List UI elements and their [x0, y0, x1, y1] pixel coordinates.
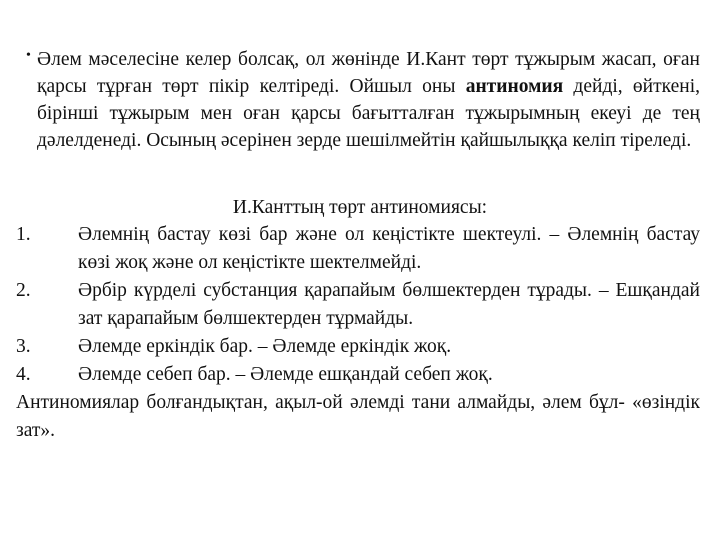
list-item-number: 2.: [16, 280, 31, 301]
list-item: [16, 277, 700, 333]
list-item-text: Әлемде еркіндік бар. – Әлемде еркіндік жоқ.: [78, 336, 452, 357]
intro-paragraph-text: [37, 46, 700, 154]
intro-text-start: Әлем мәселесіне келер болсақ, ол жөнінде И.Кант төрт тұжырым жасап, оған қарсы тұрған төрт пікір келтіреді. Ойшыл оны: [37, 49, 700, 97]
list-item: [16, 221, 700, 277]
list-item-text: Әлемде себеп бар. – Әлемде ешқандай себеп жоқ.: [78, 364, 493, 385]
intro-bold-term: антиномия: [465, 76, 564, 97]
list-item-number: 3.: [16, 336, 31, 357]
bullet-icon: •: [26, 48, 31, 63]
list-item-text: Әрбір күрделі субстанция қарапайым бөлшектерден тұрады. – Ешқандай зат қарапайым бөлшектерден тұрмайды.: [78, 280, 700, 329]
antinomies-list: [16, 221, 700, 389]
list-item-number: 1.: [16, 224, 31, 245]
list-item: [16, 361, 700, 389]
list-item-number: 4.: [16, 364, 31, 385]
antinomies-heading: И.Канттың төрт антиномиясы:: [232, 197, 488, 218]
list-item: [16, 333, 700, 361]
intro-paragraph: [20, 46, 700, 154]
intro-text-end: дейді, өйткені, бірінші тұжырым мен оған қарсы бағытталған тұжырымның екеуі де тең дәлелденеді. Осының әсерінен зерде шешілмейтін қайшылыққа келіп тіреледі.: [37, 76, 700, 151]
list-item-text: Әлемнің бастау көзі бар және ол кеңістікте шектеулі. – Әлемнің бастау көзі жоқ және ол кеңістікте шектелмейді.: [78, 224, 700, 273]
conclusion-paragraph: Антиномиялар болғандықтан, ақыл-ой әлемді тани алмайды, әлем бұл- «өзіндік зат».: [16, 392, 700, 441]
